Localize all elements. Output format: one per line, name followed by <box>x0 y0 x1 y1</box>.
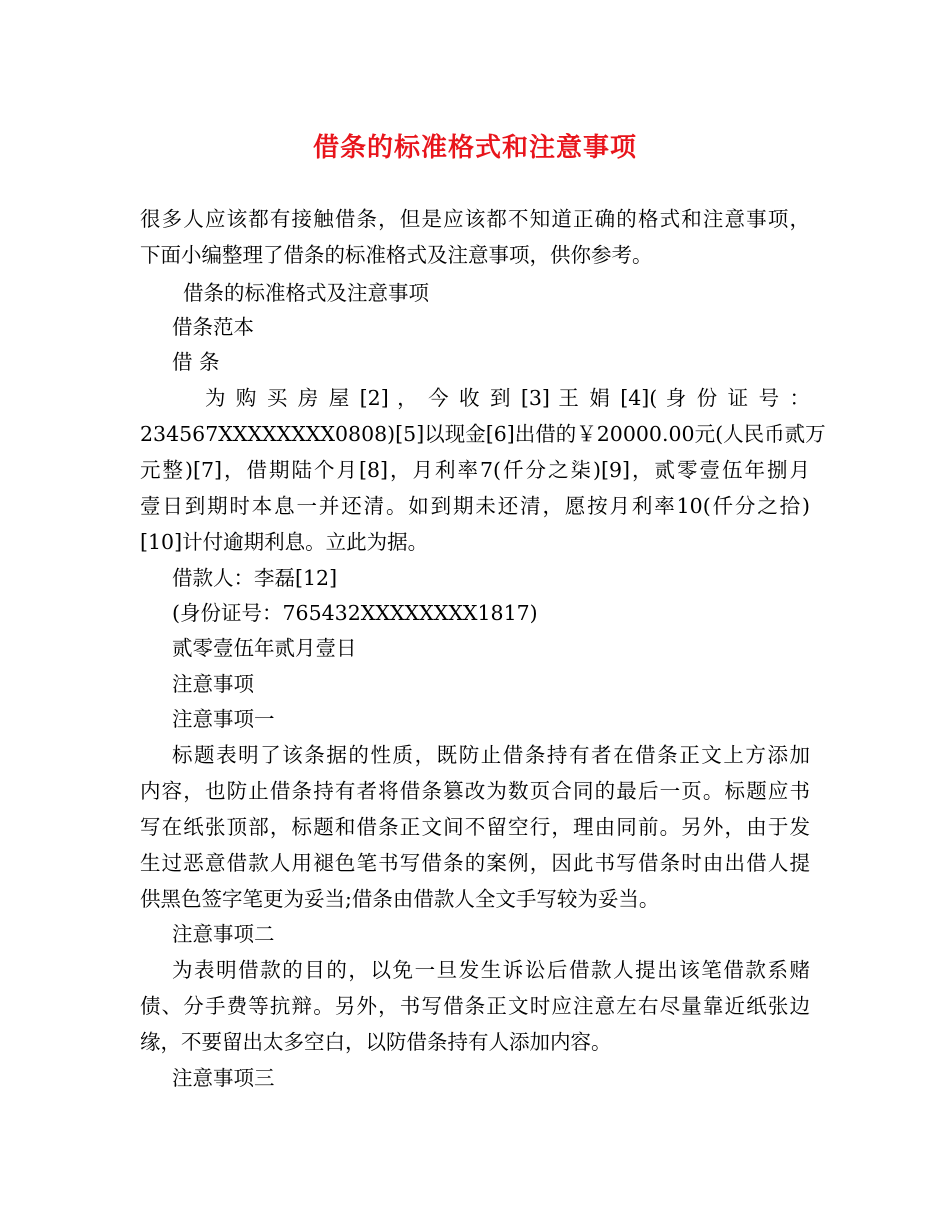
note-2-heading: 注意事项二 <box>172 922 275 946</box>
notes-heading: 注意事项 <box>172 672 254 696</box>
iou-body-line-1: 为 购 买 房 屋 [2] ， 今 收 到 [3] 王 娟 [4]( 身 份 证 号 ： <box>205 386 811 410</box>
note-1-line-2: 内容，也防止借条持有者将借条篡改为数页合同的最后一页。标题应书 <box>140 779 810 803</box>
note-1-line-1: 标题表明了该条据的性质，既防止借条持有者在借条正文上方添加 <box>172 743 810 767</box>
borrower-id-line: (身份证号：765432XXXXXXXX1817) <box>172 601 538 625</box>
note-2-line-3: 缘，不要留出太多空白，以防借条持有人添加内容。 <box>140 1030 612 1054</box>
note-1-line-4: 生过恶意借款人用褪色笔书写借条的案例，因此书写借条时由出借人提 <box>140 851 810 875</box>
iou-body-line-2: 234567XXXXXXXX0808)[5]以现金[6]出借的￥20000.00元(人民币贰万 <box>140 422 826 446</box>
section-heading: 借条的标准格式及注意事项 <box>183 281 429 305</box>
intro-line-2: 下面小编整理了借条的标准格式及注意事项，供你参考。 <box>140 243 653 267</box>
iou-body-line-3: 元整)[7]，借期陆个月[8]，月利率7(仟分之柒)[9]，贰零壹伍年捌月 <box>140 458 810 482</box>
borrower-line: 借款人：李磊[12] <box>172 566 338 590</box>
note-3-heading: 注意事项三 <box>172 1066 275 1090</box>
note-1-line-5: 供黑色签字笔更为妥当;借条由借款人全文手写较为妥当。 <box>140 887 660 911</box>
intro-line-1: 很多人应该都有接触借条，但是应该都不知道正确的格式和注意事项， <box>140 207 810 231</box>
sample-heading: 借条范本 <box>172 315 254 339</box>
iou-body-line-4: 壹日到期时本息一并还清。如到期未还清，愿按月利率10(仟分之拾) <box>140 494 810 518</box>
note-2-line-2: 债、分手费等抗辩。另外，书写借条正文时应注意左右尽量靠近纸张边 <box>140 994 810 1018</box>
note-2-line-1: 为表明借款的目的，以免一旦发生诉讼后借款人提出该笔借款系赌 <box>172 958 810 982</box>
document-title: 借条的标准格式和注意事项 <box>312 133 637 163</box>
date-line: 贰零壹伍年贰月壹日 <box>172 636 357 660</box>
iou-heading: 借 条 <box>172 350 220 374</box>
note-1-heading: 注意事项一 <box>172 707 275 731</box>
iou-body-line-5: [10]计付逾期利息。立此为据。 <box>140 530 429 554</box>
note-1-line-3: 写在纸张顶部，标题和借条正文间不留空行，理由同前。另外，由于发 <box>140 815 810 839</box>
